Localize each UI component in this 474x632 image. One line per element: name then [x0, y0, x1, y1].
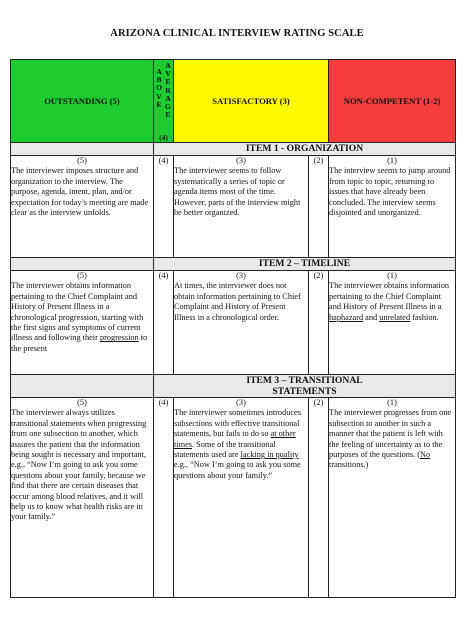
item-3-outstanding: (5) The interviewer always utilizes transitional statements when progressing from one subsection to another, which assures the patient that the information being sought is necessary and important, e.g., “Now I’m going to ask you some questions about your family, because we find that there are certain diseases that occur among blood relatives, and it will help us to know what health risks are in your family.”: [11, 398, 154, 598]
item-2-non-competent: (1) The interviewer obtains information pertaining to the Chief Complaint and History of Present Illness in a haphazard and unrelated fashion.: [329, 271, 456, 375]
header-row: [11, 60, 456, 143]
above-vertical-label: A B O V E: [156, 67, 162, 109]
item-3-satisfactory: (3) The interviewer sometimes introduces subsections with effective transitional statements, but fails to do so at other times. Some of the transitional statements used are lacking in quality e.g., “Now I’m going to ask you some questions about your family.”: [174, 398, 309, 598]
item-1-non-competent: (1) The interview seems to jump around from topic to topic, returning to issues that have already been concluded. The interview seems disjointed and unorganized.: [329, 156, 456, 258]
header-satisfactory: SATISFACTORY (3): [174, 60, 329, 143]
item-2-score-2: (2): [309, 271, 329, 375]
item-3-title: ITEM 3 – TRANSITIONAL STATEMENTS: [154, 375, 456, 398]
header-non-competent: NON-COMPETENT (1-2): [329, 60, 456, 143]
rating-scale-table: [10, 59, 456, 598]
header-above-average: [154, 60, 174, 143]
item-3-score-2: (2): [309, 398, 329, 598]
item-2-above-average: (4): [154, 271, 174, 375]
item-1-heading-row: [11, 143, 456, 156]
average-vertical-label: A V E R A G E: [165, 61, 171, 120]
item-1-outstanding: (5) The interviewer imposes structure and organization to the interview. The purpose, agenda, intent, plan, and/or expectation for today’s meeting are made clear as the interview unfolds.: [11, 156, 154, 258]
item-1-title: ITEM 1 - ORGANIZATION: [154, 143, 456, 156]
item-2-row: [11, 271, 456, 375]
item-3-above-average: (4): [154, 398, 174, 598]
item-2-title: ITEM 2 – TIMELINE: [154, 258, 456, 271]
item-2-heading-row: [11, 258, 456, 271]
item-2-satisfactory: (3) At times, the interviewer does not obtain information pertaining to Chief Complaint and History of Present Illness in a chronological order.: [174, 271, 309, 375]
item-3-heading-row: [11, 375, 456, 398]
item-1-row: [11, 156, 456, 258]
item-3-non-competent: (1) The interviewer progresses from one subsection to another in such a manner that the patient is left with the feeling of uncertainty as to the purposes of the questions. (No transitions.): [329, 398, 456, 598]
above-average-score: (4): [159, 133, 168, 142]
item-1-score-2: (2): [309, 156, 329, 258]
header-outstanding: OUTSTANDING (5): [11, 60, 154, 143]
item-2-outstanding: (5) The interviewer obtains information pertaining to the Chief Complaint and History of Present Illness in a chronological progression, starting with the first signs and symptoms of current illness and following their progression to the present: [11, 271, 154, 375]
item-3-row: [11, 398, 456, 598]
item-1-satisfactory: (3) The interviewer seems to follow systematically a series of topic or agenda items most of the time. However, parts of the interview might be better organized.: [174, 156, 309, 258]
page-title: ARIZONA CLINICAL INTERVIEW RATING SCALE: [110, 28, 364, 39]
item-1-above-average: (4): [154, 156, 174, 258]
